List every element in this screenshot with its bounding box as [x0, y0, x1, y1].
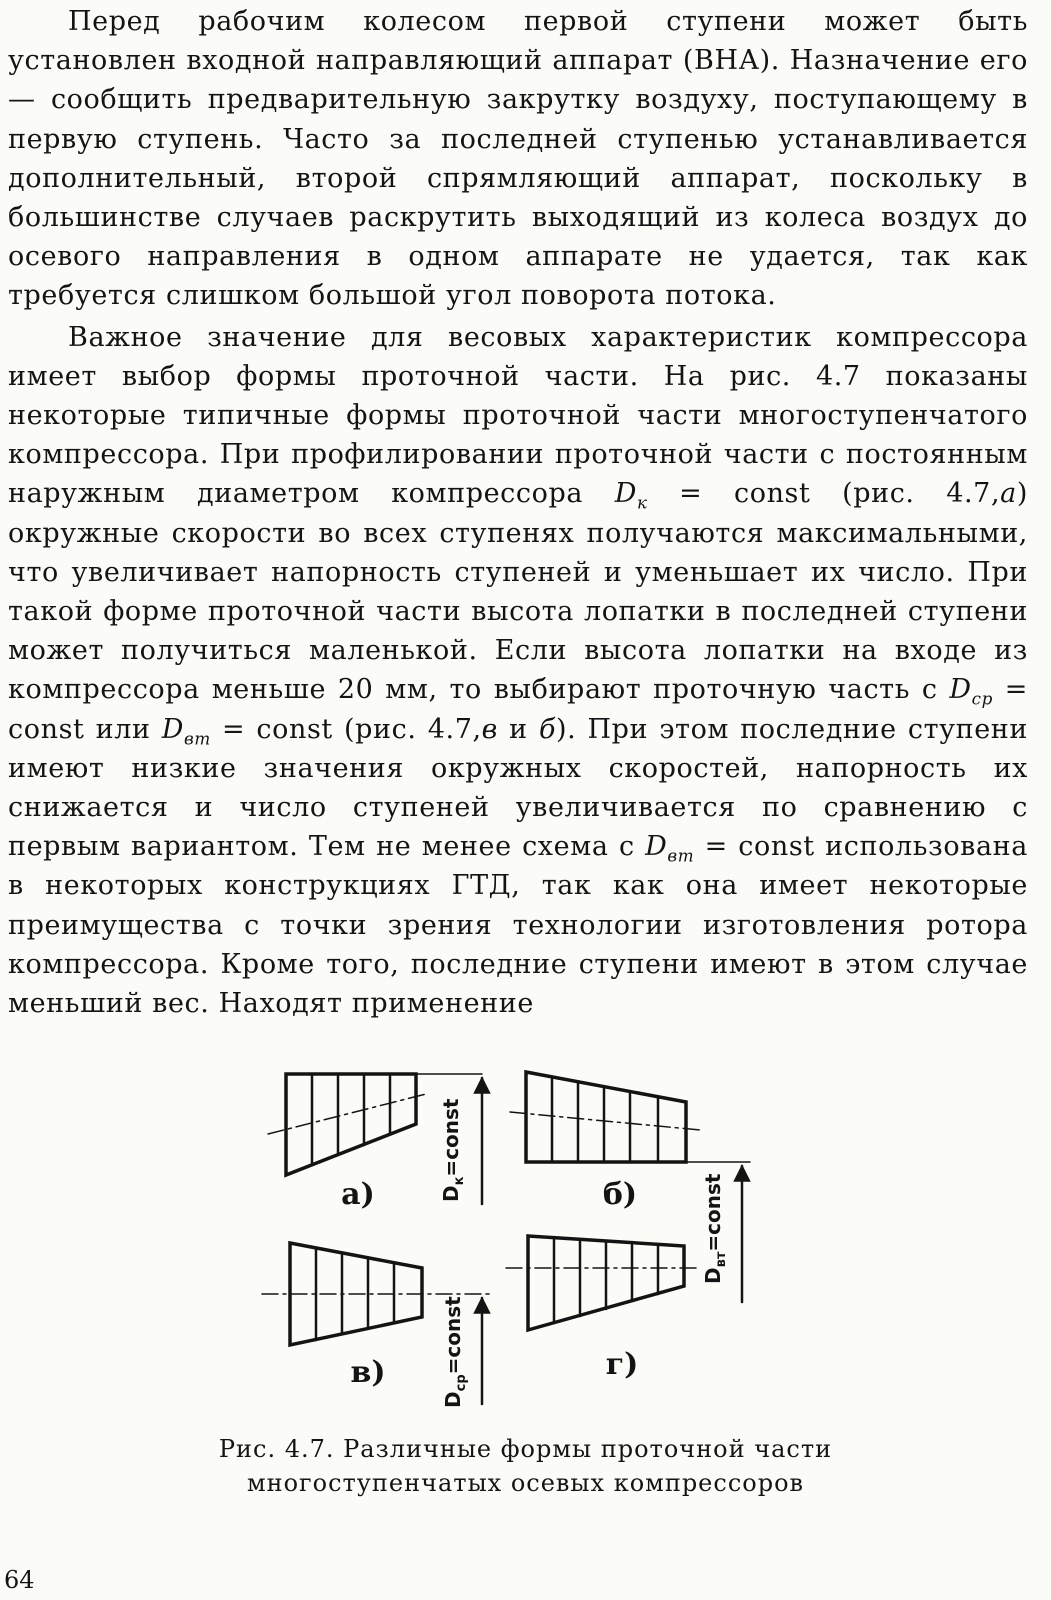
- figure-ref-a: а: [1000, 478, 1017, 510]
- panel-b-outline: [526, 1072, 686, 1162]
- symbol-d-cp: $D_{ср}$: [949, 674, 993, 709]
- page-number: 64: [4, 1566, 35, 1594]
- paragraph-1: Перед рабочим колесом первой ступени может быть установлен входной направляющий аппарат (ВНА). Назначение его — сообщить предварительную закрутку воздуху, поступающему в первую ступень. Часто за последней ступенью устанавливается дополнительный, второй спрямляющий аппарат, поскольку в большинстве случаев раскрутить выходящий из колеса воздух до осевого направления в одном аппарате не удается, так как требуется слишком большой угол поворота потока.: [8, 6, 1028, 312]
- text-run: = const (рис. 4.7,: [647, 478, 1001, 510]
- panel-a-label: а): [341, 1177, 375, 1212]
- figure-ref-b: б: [538, 713, 557, 745]
- panel-g-label: г): [605, 1347, 639, 1382]
- panel-a: [268, 1074, 482, 1212]
- symbol-d-vt: $D_{вт}$: [161, 713, 211, 749]
- text-run: ) окружные скорости во всех ступенях получаются максимальными, что увеличивает напорность ступеней и уменьшает их число. При такой форме проточной части высота лопатки в последней ступени может получиться маленькой. Если высота лопатки на входе из компрессора меньше 20 мм, то выбирают проточную часть с: [8, 478, 1028, 706]
- text-run: ). При этом последние ступени имеют низкие значения окружных скоростей, напорность их снижается и число ступеней увеличивается по сравнению с первым вариантом. Тем не менее схема с: [8, 713, 1028, 863]
- text-run: и: [497, 713, 539, 745]
- panel-v: [262, 1243, 492, 1408]
- flow-path-diagram: [230, 1062, 790, 1422]
- paragraph-2: [8, 318, 1028, 1024]
- symbol-d-k: $D_к$: [614, 478, 648, 513]
- figure-caption: [0, 1432, 1051, 1500]
- panel-g: [506, 1236, 700, 1382]
- text-run: = const или: [8, 674, 1029, 745]
- panel-a-axis-label: $D_к=const$: [439, 1098, 467, 1202]
- body-text: [8, 2, 1028, 1023]
- text-run: = const (рис. 4.7,: [210, 713, 482, 745]
- caption-line-1: Рис. 4.7. Различные формы проточной части: [218, 1435, 833, 1463]
- text-run: Важное значение для весовых характеристик компрессора имеет выбор формы проточной части. На рис. 4.7 показаны некоторые типичные формы проточной части многоступенчатого компрессора. При профилировании проточной части с постоянным наружным диаметром компрессора: [8, 321, 1028, 510]
- figure-ref-v: в: [481, 713, 498, 745]
- panel-v-axis-label: $D_{ср}=const$: [441, 1296, 469, 1408]
- text-run: = const использована в некоторых конструкциях ГТД, так как она имеет некоторые преимущества с точки зрения технологии изготовления ротора компрессора. Кроме того, последние ступени имеют в этом случае меньший вес. Находят применение: [8, 831, 1028, 1020]
- panel-b-label: б): [602, 1177, 638, 1212]
- panel-v-label: в): [350, 1355, 386, 1390]
- panel-b-axis-label: $D_{вт}=const$: [701, 1173, 729, 1284]
- symbol-d-vt-2: $D_{вт}$: [645, 831, 695, 866]
- figure-4-7: [230, 1062, 790, 1422]
- caption-line-2: многоступенчатых осевых компрессоров: [246, 1469, 805, 1497]
